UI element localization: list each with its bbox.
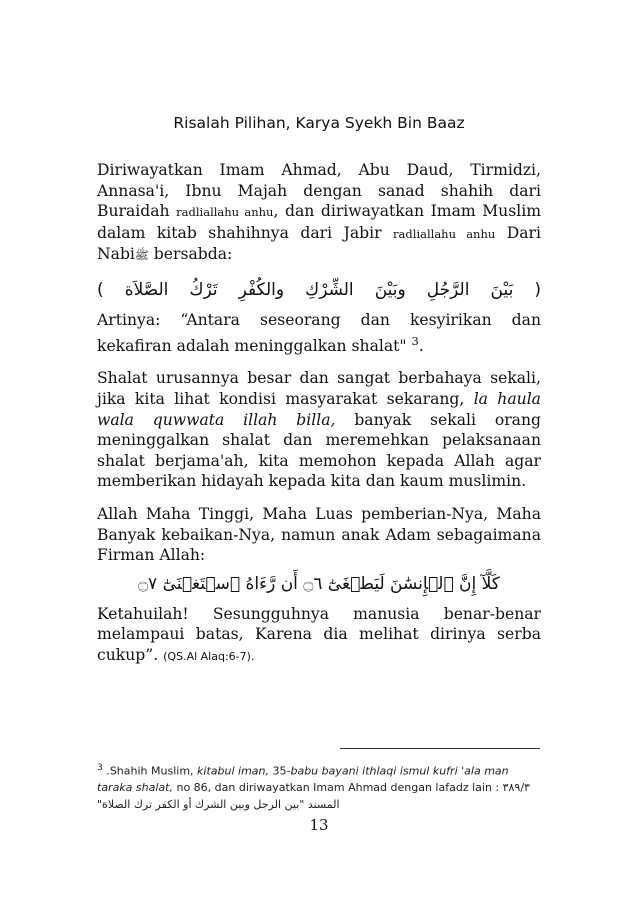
footnote-divider xyxy=(340,748,540,749)
footnote-arabic-text: ٣٨٩/٣ المسند "بين الرجل وبين الشرك أو الكفر ترك الصلاة" xyxy=(97,781,530,811)
paragraph-ayah-translation xyxy=(97,604,541,668)
text-segment: Ketahuilah! Sesungguhnya manusia benar-benar melampaui batas, Karena dia melihat dirinya serba cukup”. xyxy=(97,604,541,664)
text-segment: Diriwayatkan Imam Ahmad, Abu Daud, Tirmidzi, Annasa'i, Ibnu Majah dengan sanad shahih dari Buraidah xyxy=(97,161,541,221)
text-segment: , dan diriwayatkan Imam Muslim dalam kitab shahihnya dari Jabir xyxy=(97,202,541,242)
text-segment: . xyxy=(418,336,424,355)
quran-reference: (QS.Al Alaq:6-7). xyxy=(163,649,255,663)
footnote-number: 3 xyxy=(97,762,103,773)
text-segment: Artinya: “Antara seseorang dan kesyirikan dan kekafiran adalah meninggalkan shalat" xyxy=(97,310,541,355)
text-segment: bersabda: xyxy=(148,245,233,264)
honorific-small-text: radliallahu anhu xyxy=(176,205,274,220)
text-segment: banyak sekali orang meninggalkan shalat dan meremehkan pelaksanaan shalat berjama'ah, kita memohon kepada Allah agar memberikan hidayah kepada kita dan kaum muslimin. xyxy=(97,410,541,491)
page-number: 13 xyxy=(309,816,329,834)
paragraph-shalat xyxy=(97,368,541,492)
quran-ayah-arabic: كَلَّآ إِنَّ ٱلۡإِنسَٰنَ لَيَطۡغَىٰٓ ۝٦ أَن رَّءَاهُ ٱسۡتَغۡنَىٰٓ ۝٧ xyxy=(138,573,500,594)
italic-phrase: kitabul iman, xyxy=(197,764,269,778)
footnote xyxy=(97,760,541,813)
text-segment: no 86, dan diriwayatkan Imam Ahmad dengan lafadz lain : xyxy=(172,781,503,795)
text-segment: .Shahih Muslim, xyxy=(102,764,198,778)
text-segment: Dari Nabi xyxy=(97,223,541,264)
page-body xyxy=(97,160,541,679)
salawat-symbol: ﷺ xyxy=(134,248,149,263)
text-segment: 35- xyxy=(269,764,291,778)
italic-phrase: la haula wala quwwata illah billa, xyxy=(97,389,541,429)
footnote-marker: 3 xyxy=(411,333,419,348)
honorific-small-text: radliallahu anhu xyxy=(393,226,496,241)
hadith-arabic-text: ( بَيْنَ الرَّجُلِ وبَيْنَ الشِّرْكِ والكُفْرِ تَرْكُ الصَّلاَة ) xyxy=(97,279,541,300)
paragraph-translation xyxy=(97,310,541,356)
running-header: Risalah Pilihan, Karya Syekh Bin Baaz xyxy=(173,114,465,132)
italic-phrase: babu bayani ithlaqi ismul kufri 'ala man taraka shalat, xyxy=(97,764,509,795)
text-segment: Shalat urusannya besar dan sangat berbahaya sekali, jika kita lihat kondisi masyarakat sekarang, xyxy=(97,369,541,408)
paragraph-hadith-intro xyxy=(97,160,541,266)
paragraph-allah: Allah Maha Tinggi, Maha Luas pemberian-Nya, Maha Banyak kebaikan-Nya, namun anak Adam sebagaimana Firman Allah: xyxy=(97,504,541,565)
